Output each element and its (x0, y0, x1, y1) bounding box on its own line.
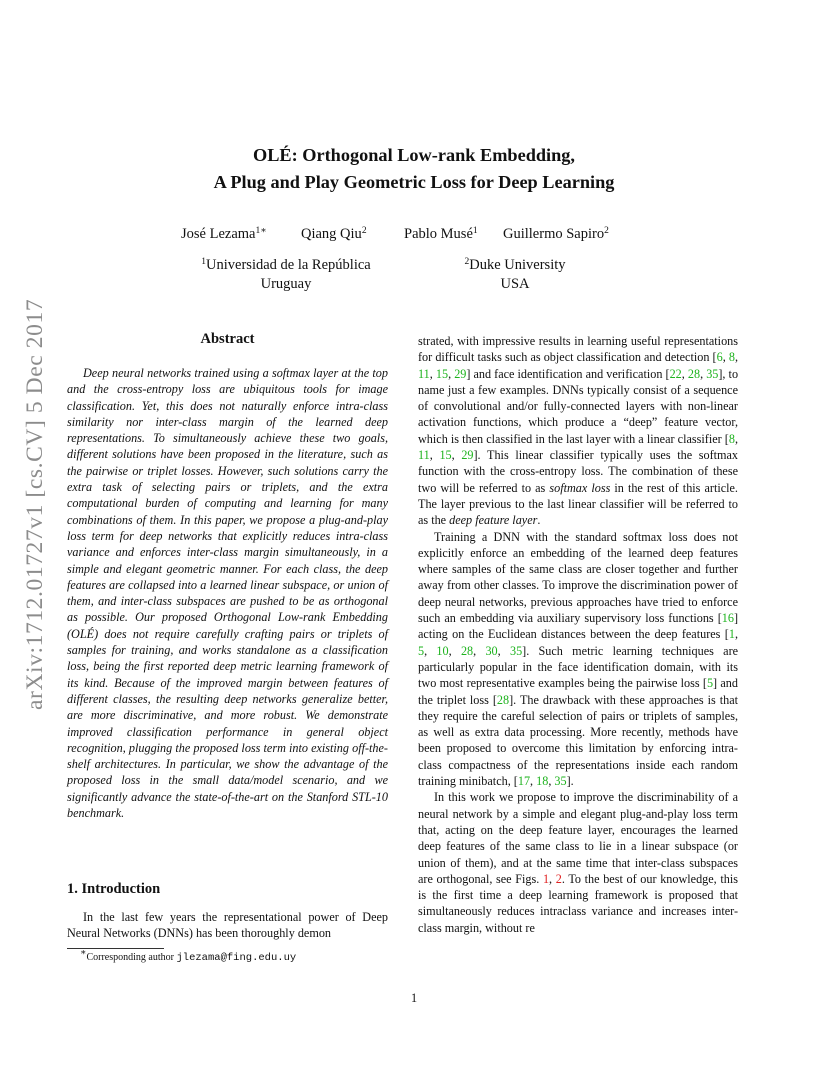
author (503, 226, 609, 243)
citation-link[interactable]: 6 (716, 350, 723, 365)
citation-link[interactable]: 18 (536, 774, 549, 789)
page-number: 1 (410, 991, 418, 1005)
citation-link[interactable]: 16 (721, 611, 734, 626)
italic-term: deep feature layer (449, 513, 538, 528)
author (181, 226, 267, 243)
author-name: Qiang Qiu (301, 226, 362, 242)
citation-link[interactable]: 28 (496, 692, 510, 707)
right-column (418, 333, 738, 936)
title-line-2: A Plug and Play Geometric Loss for Deep Learning (213, 172, 615, 192)
footnote (80, 948, 297, 964)
paragraph: Training a DNN with the standard softmax loss does not explicitly enforce an embedding of the learned deep features where samples of the same class are closer together and further away from other classes. To improve the discrimination power of deep neural networks, previous approaches have tried to enforce such an embedding via auxiliary supervisory loss functions [16] acting on the Euclidean distances between the deep features [1, 5, 10, 28, 30, 35]. Such metric learning techniques are particularly popular in the face identification domain, with its two most representative examples being the pairwise loss [5] and the triplet loss [28]. The drawback with these approaches is that they require the careful selection of pairs or triplets of samples, as well as extra data processing. More recently, methods have been proposed to overcome this limitation by enforcing intra-class compactness of the representations inside each random training minibatch, [17, 18, 35]. (418, 529, 739, 789)
affiliation-mark: 2 (464, 257, 470, 267)
citation-link[interactable]: 15 (435, 366, 449, 381)
affiliation-country: Uruguay (260, 276, 312, 292)
citation-link[interactable]: 15 (439, 448, 452, 463)
intro-heading: 1. Introduction (67, 881, 161, 897)
italic-term: softmax loss (549, 480, 611, 495)
author-name: Guillermo Sapiro (503, 226, 605, 242)
citation-link[interactable]: 11 (418, 448, 430, 463)
author-mark: 1 (472, 226, 478, 236)
footnote-mark: ∗ (80, 948, 87, 958)
author-name: José Lezama (181, 226, 256, 242)
citation-link[interactable]: 8 (728, 431, 735, 446)
author-name: Pablo Musé (404, 226, 473, 242)
citation-link[interactable]: 35 (509, 643, 523, 658)
figure-ref-link[interactable]: 1 (542, 871, 550, 886)
affiliation-mark: 1 (201, 257, 207, 267)
affiliation-country: USA (500, 276, 530, 292)
author-mark: 2 (361, 226, 367, 236)
footnote-label: Corresponding author (86, 952, 177, 963)
citation-link[interactable]: 17 (517, 774, 531, 789)
affiliation-label: Universidad de la República (206, 257, 371, 273)
abstract-heading: Abstract (200, 331, 255, 347)
author (404, 226, 478, 243)
affiliation (440, 256, 590, 294)
affiliation (186, 256, 386, 294)
author-mark: 1∗ (255, 226, 267, 236)
citation-link[interactable]: 28 (460, 643, 474, 658)
citation-link[interactable]: 22 (669, 366, 682, 381)
paper-title (0, 142, 828, 196)
arxiv-stamp-text: arXiv:1712.01727v1 [cs.CV] 5 Dec 2017 (22, 298, 48, 710)
citation-link[interactable]: 10 (436, 643, 449, 658)
citation-link[interactable]: 30 (485, 643, 498, 658)
citation-link[interactable]: 28 (687, 366, 701, 381)
affiliation-name (440, 256, 590, 275)
citation-link[interactable]: 5 (418, 643, 425, 658)
citation-link[interactable]: 35 (706, 366, 719, 381)
author (301, 226, 367, 243)
affiliation-name (186, 256, 386, 275)
citation-link[interactable]: 8 (728, 350, 735, 365)
paragraph: strated, with impressive results in learning useful representations for difficult tasks such as object classification and detection [6, 8, 11, 15, 29] and face identification and verification [22, 28, 35], to name just a few examples. DNNs typically consist of a sequence of convolutional and/or fully-connected layers with non-linear activation functions, which produce a “deep” feature vector, which is then classified in the last layer with a linear classifier [8, 11, 15, 29]. This linear classifier typically uses the softmax function with the cross-entropy loss. The combination of these two will be referred to as softmax loss in the rest of this article. The layer previous to the last linear classifier will be referred to as the deep feature layer. (418, 334, 739, 528)
abstract-text: Deep neural networks trained using a softmax layer at the top and the cross-entropy loss are ubiquitous tools for image classification. Yet, this does not naturally enforce intra-class similarity nor inter-class margin of the learned deep representations. To simultaneously achieve these two goals, different solutions have been proposed in the literature, such as the pairwise or triplet losses. However, such solutions carry the extra task of selecting pairs or triplets, and the extra computational burden of computing and learning for many combinations of them. In this paper, we propose a plug-and-play loss term for deep networks that explicitly reduces intra-class variance and enforces inter-class margin simultaneously, in a simple and elegant geometric manner. For each class, the deep features are collapsed into a learned linear subspace, or union of them, and inter-class subspaces are pushed to be as orthogonal as possible. Our proposed Orthogonal Low-rank Embedding (OLÉ) does not require carefully crafting pairs or triplets of samples for training, and works standalone as a classification loss, being the first reported deep metric learning framework of its kind. Because of the improved margin between features of different classes, the resulting deep networks generalize better, are more discriminative, and more robust. We demonstrate improved classification performance in general object recognition, plugging the proposed loss term into existing off-the-shelf architectures. In particular, we show the advantage of the proposed loss in the small data/model scenario, and we significantly advance the state-of-the-art on the Stanford STL-10 benchmark. (67, 366, 388, 821)
email-link[interactable]: jlezama@fing.edu.uy (176, 952, 297, 964)
affiliation-label: Duke University (469, 257, 566, 273)
citation-link[interactable]: 29 (461, 448, 474, 463)
paragraph: In this work we propose to improve the discriminability of a neural network by a simple and elegant plug-and-play loss term that, acting on the deep feature layer, encourages the learned deep features of the same class to lie in a linear subspace (or union of them), and at the same time that inter-class subspaces are orthogonal, see Figs. 1, 2. To the best of our knowledge, this is the first time a deep learning framework is proposed that simultaneously reduces intraclass variance and increases inter-class margin, without re (418, 790, 738, 935)
citation-link[interactable]: 29 (454, 366, 467, 381)
citation-link[interactable]: 1 (728, 627, 735, 642)
title-line-1: OLÉ: Orthogonal Low-rank Embedding, (252, 145, 575, 165)
intro-text: In the last few years the representational power of Deep Neural Networks (DNNs) has been thoroughly demon (67, 910, 388, 941)
arxiv-stamp (22, 290, 52, 710)
citation-link[interactable]: 35 (554, 774, 567, 789)
author-mark: 2 (604, 226, 609, 236)
citation-link[interactable]: 5 (706, 676, 714, 691)
figure-ref-link[interactable]: 2 (555, 871, 562, 886)
citation-link[interactable]: 11 (418, 366, 430, 381)
